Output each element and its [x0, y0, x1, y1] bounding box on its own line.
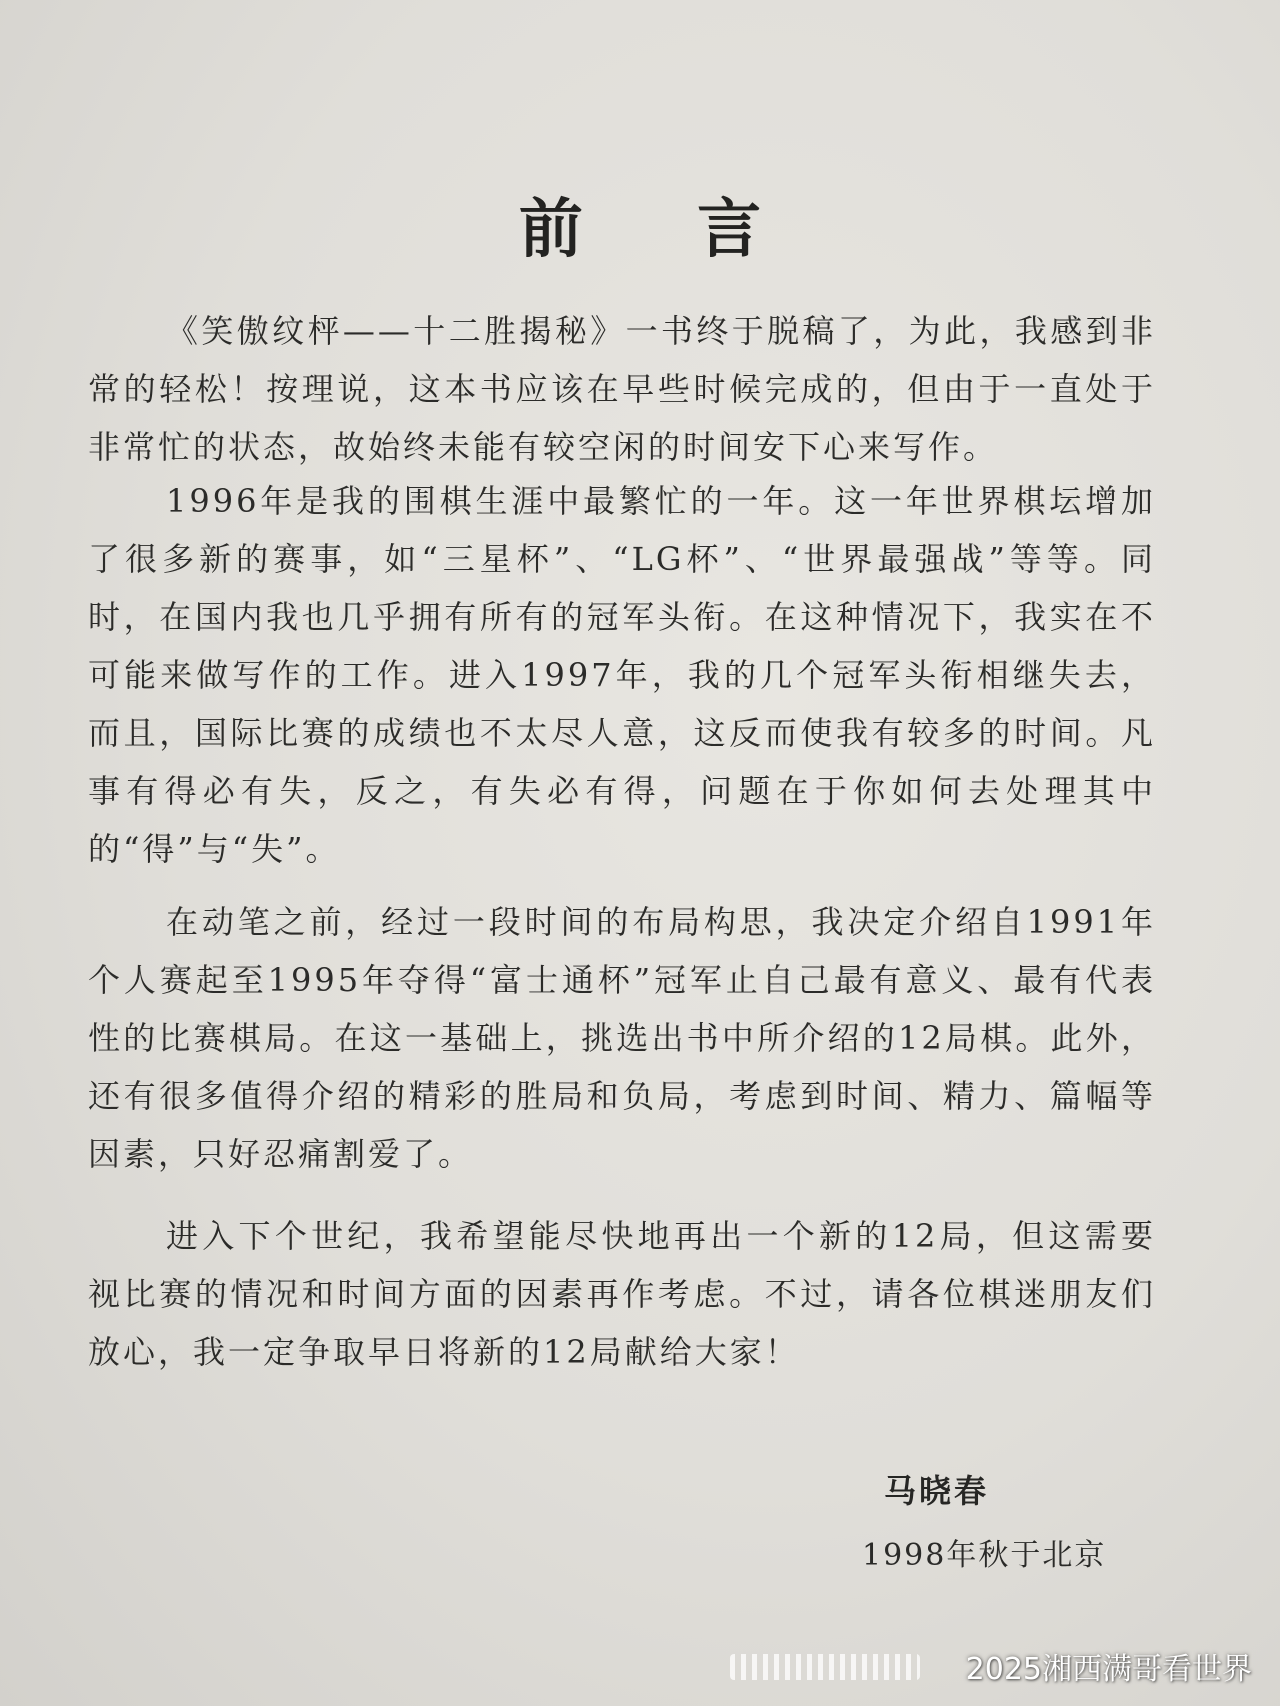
paragraph-4: 进入下个世纪，我希望能尽快地再出一个新的12局，但这需要视比赛的情况和时间方面的因素再作考虑。不过，请各位棋迷朋友们放心，我一定争取早日将新的12局献给大家！ [88, 1217, 1156, 1371]
date-place: 1998年秋于北京 [862, 1538, 1107, 1573]
paragraph-2: 1996年是我的围棋生涯中最繁忙的一年。这一年世界棋坛增加了很多新的赛事，如“三星杯”、“LG杯”、“世界最强战”等等。同时，在国内我也几乎拥有所有的冠军头衔。在这种情况下，我实在不可能来做写作的工作。进入1997年，我的几个冠军头衔相继失去，而且，国际比赛的成绩也不太尽人意，这反而使我有较多的时间。凡事有得必有失，反之，有失必有得，问题在于你如何去处理其中的“得”与“失”。 [88, 482, 1156, 868]
paragraph-1: 《笑傲纹枰——十二胜揭秘》一书终于脱稿了，为此，我感到非常的轻松！按理说，这本书应该在早些时候完成的，但由于一直处于非常忙的状态，故始终未能有较空闲的时间安下心来写作。 [88, 312, 1156, 466]
paragraph-3: 在动笔之前，经过一段时间的布局构思，我决定介绍自1991年个人赛起至1995年夺得“富士通杯”冠军止自己最有意义、最有代表性的比赛棋局。在这一基础上，挑选出书中所介绍的12局棋。此外，还有很多值得介绍的精彩的胜局和负局，考虑到时间、精力、篇幅等因素，只好忍痛割爱了。 [88, 903, 1156, 1173]
page-title: 前 言 [518, 193, 808, 267]
watermark-text: 2025湘西满哥看世界 [965, 1652, 1252, 1687]
watermark-bars [730, 1654, 920, 1680]
author-signature: 马晓春 [884, 1472, 990, 1510]
